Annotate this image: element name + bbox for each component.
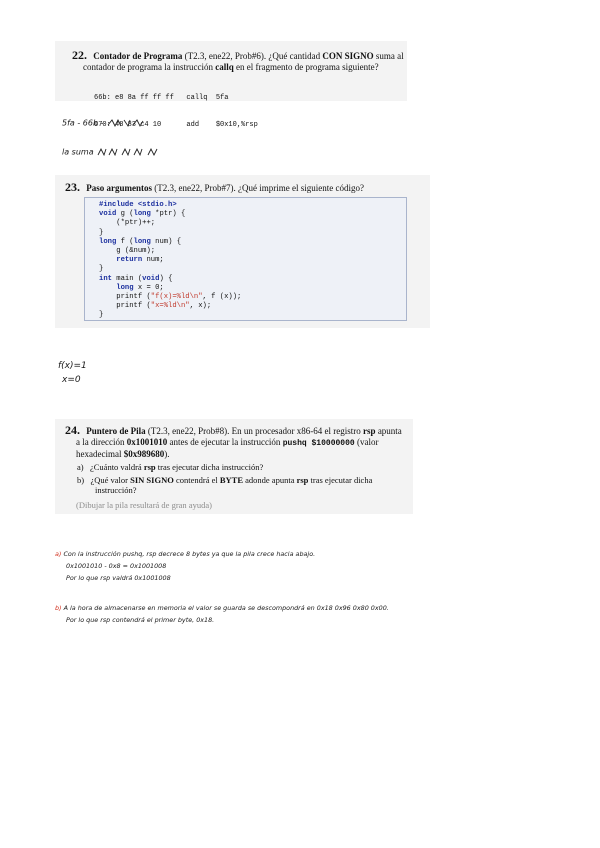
answer-24-a-line-2: 0x1001010 - 0x8 = 0x1001008 <box>66 562 167 570</box>
code-line: long x = 0; <box>116 283 164 292</box>
code-line: } <box>99 311 104 320</box>
question-23-title: Paso argumentos <box>86 183 152 193</box>
answer-22-line-1: 5fa - 66b - <box>62 117 146 129</box>
question-24-title: Puntero de Pila <box>86 426 146 436</box>
answer-24-b-line-1: A la hora de almacenarse en memoria el valor se guarda se descompondrá en 0x18 0x96 0x80 0x00. <box>63 604 389 612</box>
question-22-code <box>94 76 258 139</box>
question-24-number: 24. <box>65 423 80 437</box>
answer-24-b-line-2: Por lo que rsp contendrá el primer byte, 0x18. <box>66 616 215 624</box>
code-line: 66b: e8 8a ff ff ff callq 5fa <box>94 94 229 102</box>
question-22-statement: 22. Contador de Programa (T2.3, ene22, Prob#6). ¿Qué cantidad CON SIGNO suma al contador de programa la instrucción callq en el fragmento de programa siguiente? <box>72 48 404 72</box>
crossed-out-scribble <box>106 117 146 129</box>
crossed-out-scribble <box>96 146 166 158</box>
code-line: 670: 48 83 c4 10 add $0x10,%rsp <box>94 121 258 129</box>
answer-23-line-1: f(x)=1 <box>58 361 87 371</box>
answer-24-b-label: b) <box>55 604 62 612</box>
code-line: } <box>99 265 104 274</box>
code-line: return num; <box>116 256 164 265</box>
answer-24-b <box>55 602 389 626</box>
code-line: g (&num); <box>116 246 156 255</box>
answer-24-a <box>55 548 315 584</box>
code-line: printf ("f(x)=%ld\n", f (x)); <box>116 292 242 301</box>
question-22-number: 22. <box>72 48 87 62</box>
question-24-statement: 24. Puntero de Pila (T2.3, ene22, Prob#8). En un procesador x86-64 el registro rsp apunta a la dirección 0x1001010 antes de ejecutar la instrucción pushq $10000000 (valor hexadecimal $0x989680). <box>65 423 402 459</box>
code-line: printf ("x=%ld\n", x); <box>116 302 212 311</box>
answer-24-a-line-3: Por lo que rsp valdrá 0x1001008 <box>66 574 171 582</box>
code-line: (*ptr)++; <box>116 219 156 228</box>
code-line: } <box>99 228 104 237</box>
code-line: int main (void) { <box>99 274 173 283</box>
question-23-number: 23. <box>65 180 80 194</box>
question-24-hint: (Dibujar la pila resultará de gran ayuda) <box>76 500 212 510</box>
question-23-statement: 23. Paso argumentos (T2.3, ene22, Prob#7). ¿Qué imprime el siguiente código? <box>65 180 364 194</box>
question-24-part-a: a) ¿Cuánto valdrá rsp tras ejecutar dicha instrucción? <box>77 462 264 472</box>
code-line: void g (long *ptr) { <box>99 210 186 219</box>
code-line: #include <stdio.h> <box>99 201 177 209</box>
answer-22-line-2: la suma <box>62 146 166 158</box>
question-24-part-b: b) ¿Qué valor SIN SIGNO contendrá el BYTE adonde apunta rsp tras ejecutar dicha instrucción? <box>77 475 373 495</box>
answer-24-a-line-1: Con la instrucción pushq, rsp decrece 8 bytes ya que la pila crece hacia abajo. <box>63 550 316 558</box>
question-23-code-box <box>84 197 407 321</box>
answer-23-line-2: x=0 <box>62 375 81 385</box>
answer-24-a-label: a) <box>55 550 62 558</box>
code-line: long f (long num) { <box>99 237 182 246</box>
question-22-title: Contador de Programa <box>93 51 183 61</box>
